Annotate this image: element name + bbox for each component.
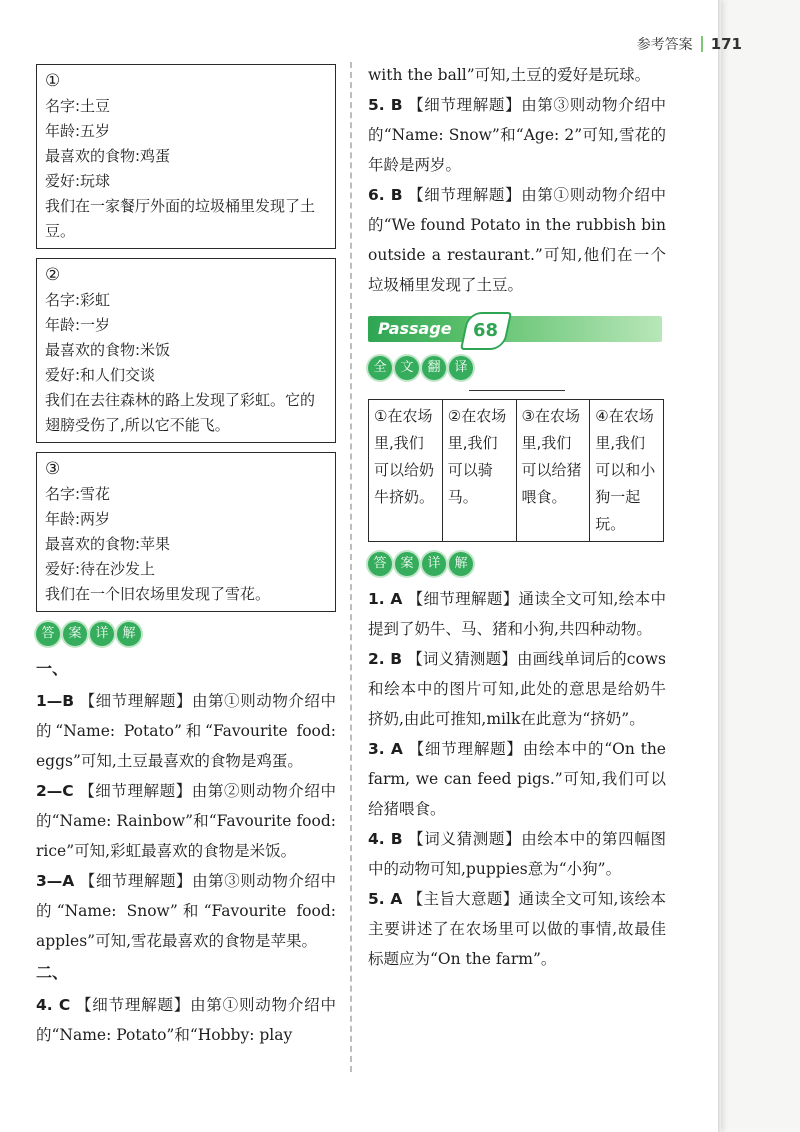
box-marker: ③ bbox=[45, 459, 61, 479]
answer-item bbox=[368, 824, 666, 884]
header-char: 案 bbox=[395, 552, 419, 576]
page-header bbox=[637, 34, 742, 54]
page-edge bbox=[718, 0, 721, 1132]
answer-number: 6. B bbox=[368, 186, 403, 204]
header-char: 翻 bbox=[422, 356, 446, 380]
box-line: 名字:雪花 bbox=[45, 485, 111, 503]
header-char: 解 bbox=[117, 622, 141, 646]
animal-box-2 bbox=[36, 258, 336, 443]
answer-number: 5. B bbox=[368, 96, 403, 114]
box-line: 年龄:两岁 bbox=[45, 510, 111, 528]
answer-text: 【细节理解题】由第①则动物介绍中的“Name: Potato”和“Hobby: play bbox=[36, 996, 336, 1044]
animal-box-1 bbox=[36, 64, 336, 249]
answer-number: 4. C bbox=[36, 996, 71, 1014]
answer-item bbox=[36, 776, 336, 866]
box-line: 名字:彩虹 bbox=[45, 291, 111, 309]
column-divider bbox=[350, 62, 352, 1072]
header-char: 文 bbox=[395, 356, 419, 380]
answer-text: 【细节理解题】由第①则动物介绍中的“We found Potato in the rubbish bin outside a restaurant.”可知,他们在一个垃圾桶里发现了土豆。 bbox=[368, 186, 666, 294]
answer-number: 4. B bbox=[368, 830, 403, 848]
answer-text: with the ball”可知,土豆的爱好是玩球。 bbox=[368, 66, 651, 84]
left-column bbox=[36, 64, 336, 1050]
box-line: 我们在一家餐厅外面的垃圾桶里发现了土豆。 bbox=[45, 197, 316, 240]
header-char: 详 bbox=[422, 552, 446, 576]
header-char: 案 bbox=[63, 622, 87, 646]
answer-number: 3. A bbox=[368, 740, 403, 758]
answer-number: 1. A bbox=[368, 590, 403, 608]
answer-text: 【细节理解题】由绘本中的“On the farm, we can feed pigs.”可知,我们可以给猪喂食。 bbox=[368, 740, 666, 818]
animal-box-3 bbox=[36, 452, 336, 612]
answer-item bbox=[368, 180, 666, 300]
answer-text: 【主旨大意题】通读全文可知,该绘本主要讲述了在农场里可以做的事情,故最佳标题应为“On the farm”。 bbox=[368, 890, 666, 968]
answer-number: 3—A bbox=[36, 872, 75, 890]
answer-text: 【细节理解题】通读全文可知,绘本中提到了奶牛、马、猪和小狗,共四种动物。 bbox=[368, 590, 666, 638]
answer-number: 2. B bbox=[368, 650, 403, 668]
answer-item bbox=[368, 644, 666, 734]
farm-translation-table bbox=[368, 399, 664, 542]
answer-item bbox=[368, 584, 666, 644]
box-line: 最喜欢的食物:鸡蛋 bbox=[45, 147, 171, 165]
table-row bbox=[369, 400, 664, 542]
answer-number: 2—C bbox=[36, 782, 74, 800]
answer-item bbox=[368, 734, 666, 824]
passage-number-badge bbox=[460, 312, 512, 350]
answer-number: 5. A bbox=[368, 890, 403, 908]
section-heading-1: 一、 bbox=[36, 659, 69, 678]
box-line: 我们在去往森林的路上发现了彩虹。它的翅膀受伤了,所以它不能飞。 bbox=[45, 391, 316, 434]
answer-details-header bbox=[36, 622, 336, 646]
header-char: 详 bbox=[90, 622, 114, 646]
header-char: 答 bbox=[368, 552, 392, 576]
answer-item bbox=[36, 990, 336, 1050]
table-cell: ②在农场里,我们可以骑马。 bbox=[442, 400, 516, 542]
answer-text: 【细节理解题】由第②则动物介绍中的“Name: Rainbow”和“Favourite food: rice”可知,彩虹最喜欢的食物是米饭。 bbox=[36, 782, 336, 860]
right-column bbox=[368, 60, 666, 974]
page-number: 171 bbox=[710, 35, 742, 53]
answer-item bbox=[368, 90, 666, 180]
section-heading-2: 二、 bbox=[36, 963, 69, 982]
answer-details-header-right bbox=[368, 552, 666, 576]
header-char: 答 bbox=[36, 622, 60, 646]
answer-item bbox=[36, 686, 336, 776]
answer-text: 【细节理解题】由第①则动物介绍中的“Name: Potato”和“Favourite food: eggs”可知,土豆最喜欢的食物是鸡蛋。 bbox=[36, 692, 336, 770]
table-cell: ③在农场里,我们可以给猪喂食。 bbox=[516, 400, 590, 542]
box-line: 最喜欢的食物:苹果 bbox=[45, 535, 171, 553]
answer-item bbox=[368, 884, 666, 974]
passage-label: Passage bbox=[378, 319, 452, 338]
box-marker: ② bbox=[45, 265, 61, 285]
answer-number: 1—B bbox=[36, 692, 75, 710]
answer-text: 【细节理解题】由第③则动物介绍中的“Name: Snow”和“Favourite food: apples”可知,雪花最喜欢的食物是苹果。 bbox=[36, 872, 336, 950]
header-separator bbox=[701, 36, 703, 52]
answer-text: 【细节理解题】由第③则动物介绍中的“Name: Snow”和“Age: 2”可知,雪花的年龄是两岁。 bbox=[368, 96, 666, 174]
answer-text: 【词义猜测题】由绘本中的第四幅图中的动物可知,puppies意为“小狗”。 bbox=[368, 830, 666, 878]
box-line: 爱好:玩球 bbox=[45, 172, 111, 190]
box-line: 最喜欢的食物:米饭 bbox=[45, 341, 171, 359]
answer-continuation bbox=[368, 60, 666, 90]
table-cell: ①在农场里,我们可以给奶牛挤奶。 bbox=[369, 400, 443, 542]
passage-banner bbox=[368, 312, 664, 346]
table-cell: ④在农场里,我们可以和小狗一起玩。 bbox=[590, 400, 664, 542]
box-line: 名字:土豆 bbox=[45, 97, 111, 115]
answer-text: 【词义猜测题】由画线单词后的cows和绘本中的图片可知,此处的意思是给奶牛挤奶,由此可推知,milk在此意为“挤奶”。 bbox=[368, 650, 666, 728]
header-char: 全 bbox=[368, 356, 392, 380]
answer-item bbox=[36, 866, 336, 956]
translation-header bbox=[368, 356, 666, 380]
box-line: 我们在一个旧农场里发现了雪花。 bbox=[45, 585, 271, 603]
box-line: 爱好:和人们交谈 bbox=[45, 366, 156, 384]
header-char: 译 bbox=[449, 356, 473, 380]
title-blank-line bbox=[469, 390, 565, 391]
header-section-title: 参考答案 bbox=[636, 37, 693, 53]
box-line: 爱好:待在沙发上 bbox=[45, 560, 156, 578]
header-char: 解 bbox=[449, 552, 473, 576]
box-marker: ① bbox=[45, 71, 61, 91]
passage-number: 68 bbox=[473, 320, 499, 341]
box-line: 年龄:一岁 bbox=[45, 316, 111, 334]
box-line: 年龄:五岁 bbox=[45, 122, 111, 140]
